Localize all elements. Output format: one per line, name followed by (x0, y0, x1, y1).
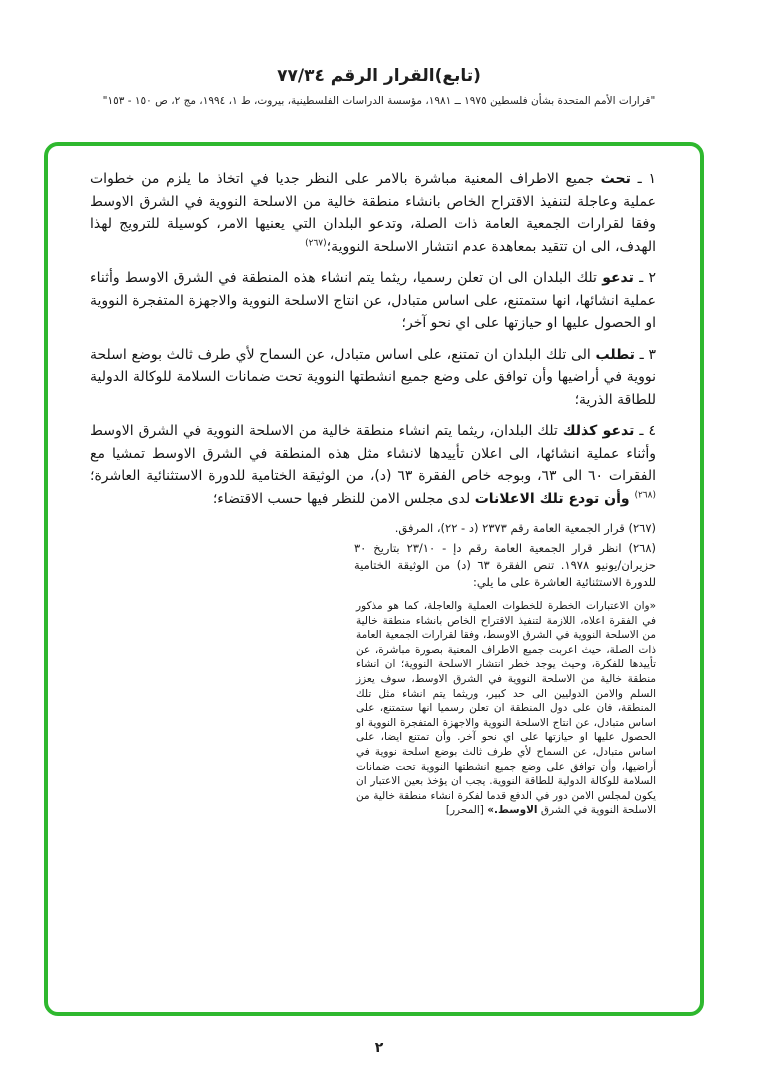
resolution-paragraph (90, 168, 656, 258)
page-number: ٢ (374, 1040, 384, 1056)
quote-text: «وان الاعتبارات الخطرة للخطوات العملية والعاجلة، كما هو مذكور في الفقرة اعلاه، اللازمة لتنفيذ الاقتراح الخاص بانشاء منطقة خالية من الاسلحة النووية في الشرق الاوسط، وفقا لقرارات الجمعية العامة ذات الصلة، حيث اعربت جميع الاطراف المعنية بصورة مباشرة، عن تأييدها للفكرة، وحيث يوجد خطر انتشار الاسلحة النووية؛ ان انشاء منطقة خالية من الاسلحة النووية في الشرق الاوسط، سوف يعزز السلم والامن الدوليين الى حد كبير، وريثما يتم انشاء مثل تلك المنطقة، فان على دول المنطقة ان تعلن رسميا انها ستمتنع، على اساس متبادل، عن انتاج الاسلحة النووية والاجهزة المتفجرة النووية او الحصول عليها او حيازتها على اي نحو آخر. وأن تمتنع ايضا، على اساس متبادل، عن السماح لأي طرف ثالث بوضع اسلحة نووية في أراضيها، وأن توافق على وضع جميع انشطتها النووية تحت ضمانات السلامة للوكالة الدولية للطاقة النووية. يجب ان يؤخذ بعين الاعتبار ان يكون لمجلس الامن دور في الدفع قدما لفكرة انشاء منطقة خالية من الاسلحة النووية في الشرق (356, 600, 656, 817)
source-citation: "قرارات الأمم المتحدة بشأن فلسطين ١٩٧٥ ــ ١٩٨١، مؤسسة الدراسات الفلسطينية، بيروت، ط ١، ١٩٩٤، مج ٢، ص ١٥٠ - ١٥٣" (102, 95, 656, 107)
paragraph-text: ١ ـ (630, 171, 656, 187)
footnote-text: انظر قرار الجمعية العامة رقم دإ - ٢٣/١٠ بتاريخ ٣٠ حزيران/يونيو ١٩٧٨. تنص الفقرة ٦٣ (د) من الوثيقة الختامية للدورة الاستثنائية العاشرة على ما يلي: (354, 541, 656, 589)
paragraph-text: تلك البلدان، ريثما يتم انشاء منطقة خالية من الاسلحة النووية في الشرق الاوسط وأثناء عملية انشائها، الى اعلان تأييدها لانشاء مثل هذه المنطقة في الشرق الاوسط تمشيا مع الفقرات ٦٠ الى ٦٣، وبوجه خاص الفقرة ٦٣ (د)، من الوثيقة الختامية للدورة الاستثنائية العاشرة؛ (90, 423, 657, 484)
paragraph-text: جميع الاطراف المعنية مباشرة بالامر على النظر جديا في اتخاذ ما يلزم من خطوات عملية وعاجلة لتنفيذ الاقتراح الخاص بانشاء منطقة خالية من الاسلحة النووية في الشرق الاوسط وفقا لقرارات الجمعية العامة ذات الصلة، وتدعو البلدان التي يعنيها الامر، كوسيلة للترويج لهذا الهدف، الى ان تتقيد بمعاهدة عدم انتشار الاسلحة النووية؛ (90, 171, 656, 255)
resolution-paragraph (90, 420, 656, 510)
paragraph-keyword: تدعو كذلك (562, 423, 635, 439)
paragraph-text: ٢ ـ (633, 270, 656, 286)
footnote-marker: (٢٦٨) (621, 541, 656, 555)
paragraph-text: ٤ ـ (634, 423, 656, 439)
footnote-text: قرار الجمعية العامة رقم ٢٣٧٣ (د - ٢٢)، المرفق. (394, 521, 625, 535)
paragraph-text: الى تلك البلدان ان تمتنع، على اساس متبادل، عن السماح لأي طرف ثالث بوضع اسلحة نووية في أراضيها وأن توافق على وضع جميع انشطتها النووية تحت ضمانات السلامة للوكالة الدولية للطاقة الذرية؛ (90, 346, 656, 408)
page-title: (تابع)القرار الرقم ٧٧/٣٤ (277, 66, 481, 86)
quote-closing: الاوسط.» (487, 804, 538, 817)
footnote (354, 520, 656, 537)
paragraph-keyword: تدعو (602, 270, 634, 286)
footnote-ref: (٢٦٧) (305, 237, 327, 248)
resolution-paragraphs (90, 168, 656, 510)
paragraph-text: ٣ ـ (634, 346, 656, 363)
paragraph-keyword: وأن تودع تلك الاعلانات (474, 490, 635, 507)
footnote (354, 540, 656, 591)
resolution-paragraph (90, 344, 656, 412)
paragraph-text: تلك البلدان الى ان تعلن رسميا، ريثما يتم انشاء هذه المنطقة في الشرق الاوسط وأثناء عملية انشائها، انها ستمتنع، على اساس متبادل، عن انتاج الاسلحة النووية والاجهزة المتفجرة النووية او الحصول عليها او حيازتها على اي نحو آخر؛ (90, 270, 656, 331)
doc-header (0, 66, 758, 107)
quote-editor-credit: [المحرر] (445, 804, 488, 817)
paragraph-text: لدى مجلس الامن للنظر فيها حسب الاقتضاء؛ (212, 490, 475, 507)
resolution-paragraph (90, 267, 656, 335)
footnote-marker: (٢٦٧) (624, 521, 656, 535)
page-footer (0, 1037, 758, 1056)
content-frame (44, 142, 704, 1016)
paragraph-keyword: تطلب (595, 346, 635, 363)
paragraph-keyword: تحث (600, 171, 631, 187)
footnote-ref: (٢٦٨) (634, 489, 656, 500)
footnotes (354, 520, 656, 591)
quoted-document-text (356, 599, 656, 818)
